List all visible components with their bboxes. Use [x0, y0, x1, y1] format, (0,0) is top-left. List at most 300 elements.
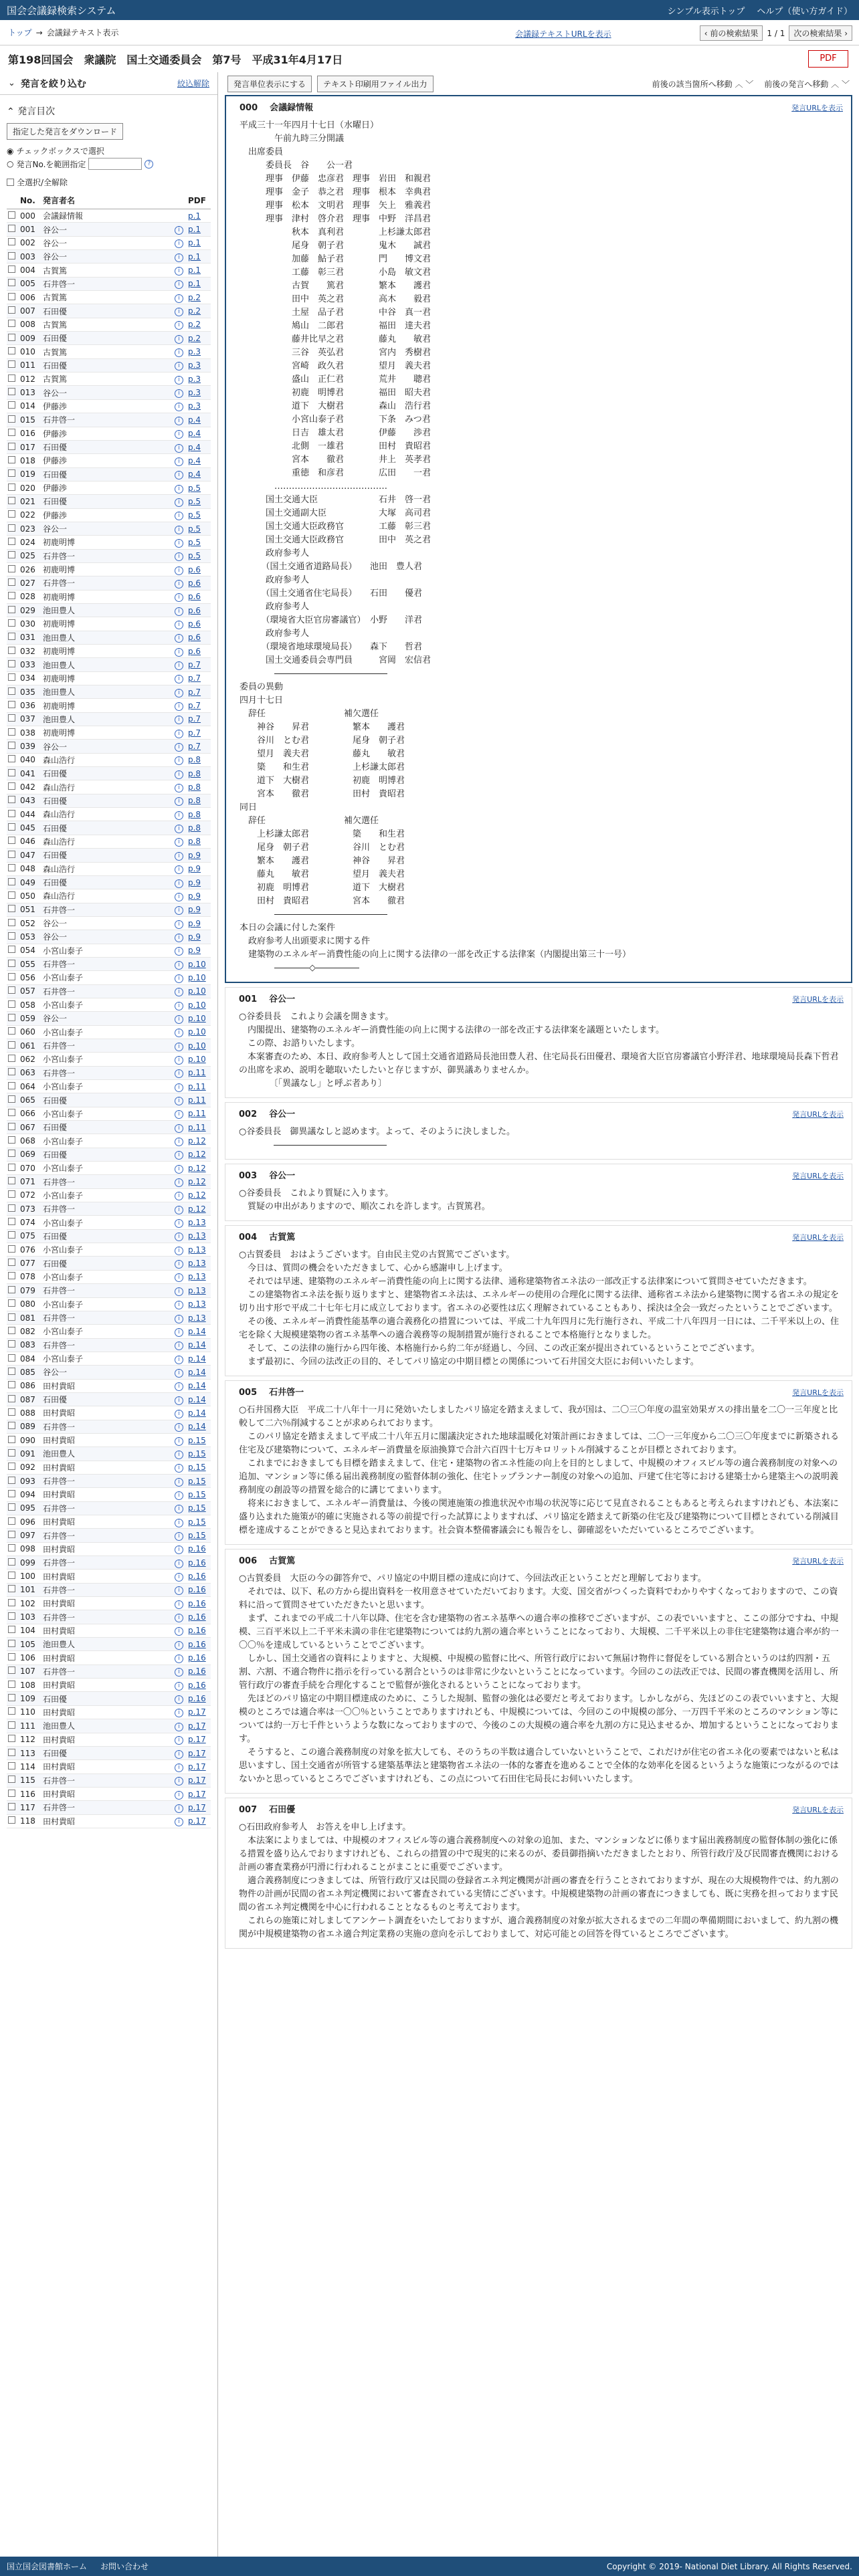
up-arrow-icon[interactable]: ︿ — [831, 79, 840, 89]
row-checkbox[interactable] — [7, 399, 19, 413]
row-info[interactable] — [173, 427, 187, 440]
row-info[interactable] — [173, 386, 187, 399]
checkbox-icon[interactable] — [8, 293, 15, 300]
toc-row[interactable] — [7, 808, 211, 821]
info-icon[interactable]: i — [175, 743, 183, 752]
row-info[interactable] — [173, 1366, 187, 1379]
row-checkbox[interactable] — [7, 345, 19, 358]
row-checkbox[interactable] — [7, 726, 19, 740]
row-pdf-link[interactable]: p.7 — [187, 658, 211, 671]
row-speaker[interactable]: 石田優 — [41, 875, 173, 889]
checkbox-icon[interactable] — [8, 252, 15, 259]
info-icon[interactable]: i — [175, 1396, 183, 1405]
row-speaker[interactable]: 初鹿明博 — [41, 562, 173, 576]
row-speaker[interactable]: 石田優 — [41, 1229, 173, 1243]
info-icon[interactable]: i — [175, 485, 183, 494]
row-speaker[interactable]: 石田優 — [41, 794, 173, 807]
toc-row[interactable] — [7, 1080, 211, 1093]
row-checkbox[interactable] — [7, 508, 19, 522]
row-checkbox[interactable] — [7, 1080, 19, 1093]
toc-row[interactable] — [7, 1638, 211, 1651]
info-icon[interactable]: i — [175, 1083, 183, 1092]
row-info[interactable] — [173, 277, 187, 290]
row-checkbox[interactable] — [7, 1162, 19, 1175]
toc-row[interactable] — [7, 862, 211, 875]
row-speaker[interactable]: 田村貴昭 — [41, 1651, 173, 1665]
checkbox-icon[interactable] — [8, 1477, 15, 1484]
row-info[interactable] — [173, 291, 187, 304]
row-speaker[interactable]: 石井啓一 — [41, 1774, 173, 1787]
radio-checkbox-select[interactable]: ◉ チェックボックスで選択 — [7, 146, 105, 156]
toc-row[interactable] — [7, 712, 211, 726]
toc-row[interactable] — [7, 658, 211, 671]
row-speaker[interactable]: 石田優 — [41, 1746, 173, 1759]
row-info[interactable] — [173, 1542, 187, 1555]
row-speaker[interactable]: 小宮山泰子 — [41, 971, 173, 984]
row-speaker[interactable]: 石井啓一 — [41, 903, 173, 916]
row-info[interactable] — [173, 332, 187, 345]
row-checkbox[interactable] — [7, 1311, 19, 1324]
row-speaker[interactable]: 池田豊人 — [41, 685, 173, 699]
checkbox-icon[interactable] — [8, 1762, 15, 1769]
row-pdf-link[interactable]: p.16 — [187, 1556, 211, 1570]
row-speaker[interactable]: 石井啓一 — [41, 1420, 173, 1433]
row-speaker[interactable]: 田村貴昭 — [41, 1488, 173, 1501]
toc-row[interactable] — [7, 998, 211, 1011]
row-speaker[interactable]: 田村貴昭 — [41, 1379, 173, 1392]
info-icon[interactable]: i — [175, 1341, 183, 1350]
row-speaker[interactable]: 田村貴昭 — [41, 1760, 173, 1774]
row-checkbox[interactable] — [7, 1774, 19, 1787]
row-checkbox[interactable] — [7, 332, 19, 345]
row-info[interactable] — [173, 984, 187, 998]
info-icon[interactable]: i — [175, 784, 183, 792]
toc-row[interactable] — [7, 1229, 211, 1243]
row-info[interactable] — [173, 1624, 187, 1637]
info-icon[interactable]: i — [175, 389, 183, 398]
row-info[interactable] — [173, 617, 187, 631]
info-icon[interactable]: i — [175, 893, 183, 901]
row-pdf-link[interactable]: p.12 — [187, 1162, 211, 1175]
row-checkbox[interactable] — [7, 1733, 19, 1746]
row-checkbox[interactable] — [7, 223, 19, 236]
row-info[interactable] — [173, 699, 187, 712]
row-speaker[interactable]: 石井啓一 — [41, 1583, 173, 1596]
row-pdf-link[interactable]: p.12 — [187, 1148, 211, 1161]
row-checkbox[interactable] — [7, 236, 19, 249]
checkbox-icon[interactable] — [8, 565, 15, 572]
checkbox-icon[interactable] — [8, 388, 15, 395]
toc-row[interactable] — [7, 467, 211, 481]
toc-row[interactable] — [7, 1461, 211, 1474]
info-icon[interactable]: i — [175, 1750, 183, 1759]
checkbox-icon[interactable] — [8, 782, 15, 790]
toc-row[interactable] — [7, 984, 211, 998]
row-info[interactable] — [173, 236, 187, 249]
checkbox-icon[interactable] — [8, 225, 15, 232]
row-pdf-link[interactable]: p.16 — [187, 1570, 211, 1583]
toc-row[interactable] — [7, 971, 211, 984]
row-checkbox[interactable] — [7, 1012, 19, 1025]
row-speaker[interactable]: 石井啓一 — [41, 1556, 173, 1570]
row-speaker[interactable]: 石井啓一 — [41, 1801, 173, 1814]
row-checkbox[interactable] — [7, 440, 19, 453]
row-checkbox[interactable] — [7, 889, 19, 903]
row-checkbox[interactable] — [7, 930, 19, 944]
toc-row[interactable] — [7, 957, 211, 970]
info-icon[interactable]: i — [175, 1573, 183, 1582]
row-checkbox[interactable] — [7, 998, 19, 1011]
row-speaker[interactable]: 石井啓一 — [41, 1066, 173, 1079]
row-checkbox[interactable] — [7, 1515, 19, 1529]
help-link[interactable]: ヘルプ（使い方ガイド） — [757, 6, 852, 17]
speech-url-link[interactable]: 発言URLを表示 — [792, 1557, 844, 1566]
checkbox-icon[interactable] — [8, 265, 15, 273]
info-icon[interactable]: i — [175, 906, 183, 915]
row-info[interactable] — [173, 1066, 187, 1079]
row-info[interactable] — [173, 1461, 187, 1474]
info-icon[interactable]: i — [175, 879, 183, 888]
info-icon[interactable]: i — [175, 1124, 183, 1133]
row-pdf-link[interactable]: p.7 — [187, 740, 211, 753]
row-checkbox[interactable] — [7, 495, 19, 508]
row-pdf-link[interactable]: p.9 — [187, 875, 211, 889]
info-icon[interactable]: i — [175, 1763, 183, 1772]
row-pdf-link[interactable]: p.8 — [187, 753, 211, 766]
row-pdf-link[interactable]: p.1 — [187, 277, 211, 290]
row-pdf-link[interactable]: p.16 — [187, 1679, 211, 1692]
checkbox-icon[interactable] — [8, 211, 15, 219]
row-speaker[interactable]: 伊藤渉 — [41, 427, 173, 440]
info-icon[interactable]: i — [175, 1668, 183, 1677]
toc-row[interactable] — [7, 916, 211, 930]
info-icon[interactable]: i — [175, 1056, 183, 1065]
row-info[interactable] — [173, 849, 187, 862]
row-checkbox[interactable] — [7, 1188, 19, 1202]
row-pdf-link[interactable]: p.7 — [187, 712, 211, 726]
toc-row[interactable] — [7, 536, 211, 549]
toc-row[interactable] — [7, 1610, 211, 1624]
row-checkbox[interactable] — [7, 1529, 19, 1542]
checkbox-icon[interactable] — [8, 837, 15, 844]
toc-row[interactable] — [7, 1447, 211, 1461]
toc-row[interactable] — [7, 1719, 211, 1733]
toc-row[interactable] — [7, 1801, 211, 1814]
select-all-checkbox[interactable] — [7, 177, 211, 188]
info-icon[interactable]: i — [175, 756, 183, 765]
toc-row[interactable] — [7, 740, 211, 753]
row-pdf-link[interactable]: p.6 — [187, 576, 211, 590]
checkbox-icon[interactable] — [8, 1190, 15, 1198]
info-icon[interactable]: i — [175, 294, 183, 303]
row-pdf-link[interactable]: p.6 — [187, 617, 211, 631]
checkbox-icon[interactable] — [8, 810, 15, 817]
toc-row[interactable] — [7, 1134, 211, 1148]
row-checkbox[interactable] — [7, 916, 19, 930]
checkbox-icon[interactable] — [8, 1136, 15, 1144]
row-pdf-link[interactable]: p.5 — [187, 495, 211, 508]
row-speaker[interactable]: 古賀篤 — [41, 263, 173, 277]
toc-row[interactable] — [7, 318, 211, 331]
row-speaker[interactable]: 初鹿明博 — [41, 726, 173, 740]
row-pdf-link[interactable]: p.1 — [187, 209, 211, 223]
toc-row[interactable] — [7, 726, 211, 740]
checkbox-icon[interactable] — [8, 1503, 15, 1511]
row-info[interactable] — [173, 413, 187, 427]
checkbox-icon[interactable] — [8, 238, 15, 245]
row-speaker[interactable]: 田村貴昭 — [41, 1433, 173, 1446]
info-icon[interactable]: i — [175, 1301, 183, 1309]
toc-row[interactable] — [7, 413, 211, 427]
row-info[interactable] — [173, 740, 187, 753]
row-speaker[interactable]: 森山浩行 — [41, 889, 173, 903]
breadcrumb-home[interactable]: トップ — [8, 28, 32, 37]
row-info[interactable] — [173, 1583, 187, 1596]
checkbox-icon[interactable] — [8, 1667, 15, 1674]
toc-row[interactable] — [7, 1787, 211, 1800]
row-checkbox[interactable] — [7, 849, 19, 862]
toc-row[interactable] — [7, 332, 211, 345]
info-icon[interactable]: i — [175, 1356, 183, 1364]
checkbox-icon[interactable] — [8, 510, 15, 518]
checkbox-icon[interactable] — [8, 647, 15, 654]
toc-row[interactable] — [7, 1352, 211, 1365]
row-checkbox[interactable] — [7, 1121, 19, 1134]
checkbox-icon[interactable] — [8, 1259, 15, 1266]
checkbox-icon[interactable] — [8, 1231, 15, 1239]
row-checkbox[interactable] — [7, 250, 19, 263]
info-icon[interactable]: i — [175, 498, 183, 507]
info-icon[interactable]: i — [175, 1682, 183, 1691]
checkbox-icon[interactable] — [8, 864, 15, 871]
row-info[interactable] — [173, 590, 187, 603]
row-pdf-link[interactable]: p.12 — [187, 1188, 211, 1202]
info-icon[interactable]: i — [175, 526, 183, 534]
row-info[interactable] — [173, 467, 187, 481]
info-icon[interactable]: i — [175, 512, 183, 520]
row-pdf-link[interactable]: p.16 — [187, 1692, 211, 1705]
row-pdf-link[interactable]: p.6 — [187, 631, 211, 644]
info-icon[interactable]: i — [175, 934, 183, 942]
info-icon[interactable]: i — [175, 580, 183, 588]
row-info[interactable] — [173, 658, 187, 671]
info-icon[interactable]: i — [175, 1478, 183, 1487]
row-info[interactable] — [173, 1121, 187, 1134]
row-checkbox[interactable] — [7, 1692, 19, 1705]
row-info[interactable] — [173, 712, 187, 726]
row-checkbox[interactable] — [7, 767, 19, 780]
row-pdf-link[interactable]: p.12 — [187, 1134, 211, 1148]
row-speaker[interactable]: 伊藤渉 — [41, 399, 173, 413]
row-info[interactable] — [173, 1597, 187, 1610]
checkbox-icon[interactable] — [8, 673, 15, 681]
info-icon[interactable]: i — [175, 1723, 183, 1731]
row-checkbox[interactable] — [7, 386, 19, 399]
row-pdf-link[interactable]: p.10 — [187, 1039, 211, 1052]
row-pdf-link[interactable]: p.11 — [187, 1107, 211, 1120]
toc-row[interactable] — [7, 1121, 211, 1134]
info-icon[interactable]: i — [175, 1451, 183, 1459]
row-info[interactable] — [173, 603, 187, 617]
toc-row[interactable] — [7, 549, 211, 562]
row-speaker[interactable]: 石井啓一 — [41, 1610, 173, 1624]
row-pdf-link[interactable]: p.10 — [187, 984, 211, 998]
radio-range-select[interactable]: ○ 発言No.を範囲指定 ? — [7, 158, 211, 170]
row-checkbox[interactable] — [7, 1175, 19, 1188]
info-icon[interactable]: i — [175, 280, 183, 289]
row-speaker[interactable]: 古賀篤 — [41, 291, 173, 304]
row-pdf-link[interactable]: p.13 — [187, 1243, 211, 1257]
row-speaker[interactable]: 石井啓一 — [41, 1474, 173, 1487]
row-speaker[interactable]: 池田豊人 — [41, 1719, 173, 1733]
checkbox-icon[interactable] — [8, 755, 15, 762]
checkbox-icon[interactable] — [8, 1626, 15, 1633]
info-icon[interactable]: i — [175, 1273, 183, 1282]
toc-row[interactable] — [7, 1284, 211, 1297]
checkbox-icon[interactable] — [8, 742, 15, 749]
checkbox-icon[interactable] — [8, 1436, 15, 1443]
info-icon[interactable]: i — [175, 1069, 183, 1078]
checkbox-icon[interactable] — [8, 1014, 15, 1021]
row-speaker[interactable]: 石田優 — [41, 1093, 173, 1107]
row-speaker[interactable]: 谷公一 — [41, 740, 173, 753]
info-icon[interactable]: i — [175, 865, 183, 874]
toc-row[interactable] — [7, 1366, 211, 1379]
row-checkbox[interactable] — [7, 536, 19, 549]
checkbox-icon[interactable] — [8, 1327, 15, 1334]
row-checkbox[interactable] — [7, 1583, 19, 1596]
row-pdf-link[interactable]: p.7 — [187, 699, 211, 712]
checkbox-icon[interactable] — [8, 986, 15, 994]
row-pdf-link[interactable]: p.17 — [187, 1719, 211, 1733]
speech-url-link[interactable]: 発言URLを表示 — [791, 104, 843, 112]
row-checkbox[interactable] — [7, 372, 19, 386]
row-info[interactable] — [173, 1243, 187, 1257]
toc-row[interactable] — [7, 1406, 211, 1420]
checkbox-icon[interactable] — [8, 1490, 15, 1497]
toc-row[interactable] — [7, 1297, 211, 1311]
row-pdf-link[interactable]: p.16 — [187, 1651, 211, 1665]
toc-row[interactable] — [7, 1162, 211, 1175]
row-speaker[interactable]: 小宮山泰子 — [41, 1134, 173, 1148]
row-info[interactable] — [173, 536, 187, 549]
row-checkbox[interactable] — [7, 1488, 19, 1501]
checkbox-icon[interactable] — [8, 878, 15, 885]
row-pdf-link[interactable]: p.5 — [187, 549, 211, 562]
toc-row[interactable] — [7, 1025, 211, 1039]
row-pdf-link[interactable]: p.12 — [187, 1175, 211, 1188]
row-pdf-link[interactable]: p.1 — [187, 223, 211, 236]
toc-row[interactable] — [7, 1148, 211, 1161]
row-pdf-link[interactable]: p.14 — [187, 1392, 211, 1406]
row-speaker[interactable]: 伊藤渉 — [41, 454, 173, 467]
row-info[interactable] — [173, 304, 187, 318]
row-checkbox[interactable] — [7, 1679, 19, 1692]
down-arrow-icon[interactable]: ﹀ — [745, 79, 754, 89]
toc-row[interactable] — [7, 944, 211, 957]
row-checkbox[interactable] — [7, 413, 19, 427]
toc-row[interactable] — [7, 889, 211, 903]
row-info[interactable] — [173, 1025, 187, 1039]
checkbox-icon[interactable] — [8, 1803, 15, 1810]
info-icon[interactable]: i — [175, 1560, 183, 1568]
toc-row[interactable] — [7, 1679, 211, 1692]
checkbox-icon[interactable] — [8, 932, 15, 940]
row-speaker[interactable]: 谷公一 — [41, 223, 173, 236]
toc-row[interactable] — [7, 1270, 211, 1283]
row-speaker[interactable]: 石井啓一 — [41, 1665, 173, 1678]
info-icon[interactable]: i — [175, 797, 183, 806]
row-checkbox[interactable] — [7, 1352, 19, 1365]
row-checkbox[interactable] — [7, 1787, 19, 1800]
info-icon[interactable]: i — [175, 1641, 183, 1650]
row-pdf-link[interactable]: p.6 — [187, 603, 211, 617]
speech-url-link[interactable]: 発言URLを表示 — [792, 1110, 844, 1119]
row-checkbox[interactable] — [7, 862, 19, 875]
row-checkbox[interactable] — [7, 1597, 19, 1610]
checkbox-icon[interactable] — [8, 1408, 15, 1416]
checkbox-icon[interactable] — [8, 1749, 15, 1756]
row-info[interactable] — [173, 223, 187, 236]
toc-row[interactable] — [7, 1733, 211, 1746]
toc-row[interactable] — [7, 1311, 211, 1324]
row-info[interactable] — [173, 1406, 187, 1420]
row-pdf-link[interactable]: p.14 — [187, 1352, 211, 1365]
row-pdf-link[interactable]: p.11 — [187, 1121, 211, 1134]
checkbox-icon[interactable] — [8, 1681, 15, 1688]
row-info[interactable] — [173, 645, 187, 658]
info-icon[interactable]: i — [175, 1804, 183, 1813]
toc-row[interactable] — [7, 849, 211, 862]
toc-row[interactable] — [7, 1624, 211, 1637]
info-icon[interactable]: i — [175, 1736, 183, 1745]
row-pdf-link[interactable]: p.15 — [187, 1474, 211, 1487]
toc-row[interactable] — [7, 562, 211, 576]
info-icon[interactable]: i — [175, 852, 183, 861]
info-icon[interactable]: i — [175, 920, 183, 929]
checkbox-icon[interactable] — [8, 1204, 15, 1212]
row-info[interactable] — [173, 1352, 187, 1365]
row-info[interactable] — [173, 1420, 187, 1433]
row-info[interactable] — [173, 345, 187, 358]
toc-row[interactable] — [7, 1651, 211, 1665]
info-icon[interactable]: i — [175, 974, 183, 983]
toc-row[interactable] — [7, 671, 211, 685]
info-icon[interactable]: i — [175, 1219, 183, 1228]
row-checkbox[interactable] — [7, 631, 19, 644]
checkbox-icon[interactable] — [8, 796, 15, 803]
row-info[interactable] — [173, 1679, 187, 1692]
checkbox-icon[interactable] — [8, 401, 15, 409]
row-info[interactable] — [173, 1515, 187, 1529]
row-speaker[interactable]: 石井啓一 — [41, 1175, 173, 1188]
row-speaker[interactable]: 田村貴昭 — [41, 1679, 173, 1692]
checkbox-icon[interactable] — [8, 538, 15, 545]
toc-row[interactable] — [7, 223, 211, 236]
row-pdf-link[interactable]: p.5 — [187, 536, 211, 549]
row-pdf-link[interactable]: p.4 — [187, 427, 211, 440]
row-checkbox[interactable] — [7, 1392, 19, 1406]
info-icon[interactable]: i — [175, 838, 183, 847]
info-icon[interactable]: i — [175, 1369, 183, 1378]
row-pdf-link[interactable]: p.10 — [187, 1012, 211, 1025]
row-info[interactable] — [173, 318, 187, 331]
row-info[interactable] — [173, 780, 187, 794]
row-info[interactable] — [173, 1488, 187, 1501]
row-info[interactable] — [173, 1012, 187, 1025]
info-icon[interactable]: i — [175, 1382, 183, 1391]
row-checkbox[interactable] — [7, 984, 19, 998]
